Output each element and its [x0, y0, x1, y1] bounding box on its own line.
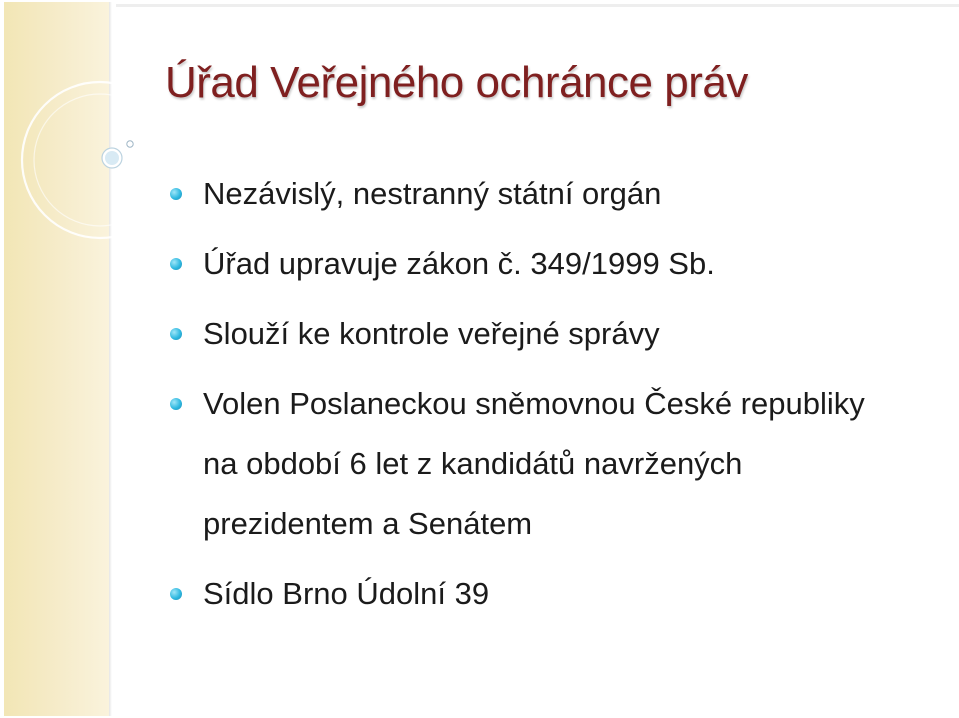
bullet-item — [170, 164, 890, 224]
bullet-dot-icon — [170, 328, 182, 340]
bullet-dot-icon — [170, 398, 182, 410]
bullet-dot-icon — [170, 258, 182, 270]
bullet-item — [170, 374, 890, 554]
bullet-item — [170, 234, 890, 294]
bullet-list — [170, 164, 890, 634]
bullet-text: Volen Poslaneckou sněmovnou České republiky na období 6 let z kandidátů navržených prezidentem a Senátem — [203, 386, 865, 541]
top-rule — [116, 4, 959, 7]
bullet-dot-icon — [170, 588, 182, 600]
bullet-item — [170, 564, 890, 624]
bullet-text: Sídlo Brno Údolní 39 — [203, 576, 490, 611]
bullet-dot-icon — [170, 188, 182, 200]
bullet-text: Slouží ke kontrole veřejné správy — [203, 316, 660, 351]
bullet-text: Nezávislý, nestranný státní orgán — [203, 176, 662, 211]
slide-title: Úřad Veřejného ochránce práv — [165, 58, 748, 107]
bullet-text: Úřad upravuje zákon č. 349/1999 Sb. — [203, 246, 715, 281]
bullet-item — [170, 304, 890, 364]
